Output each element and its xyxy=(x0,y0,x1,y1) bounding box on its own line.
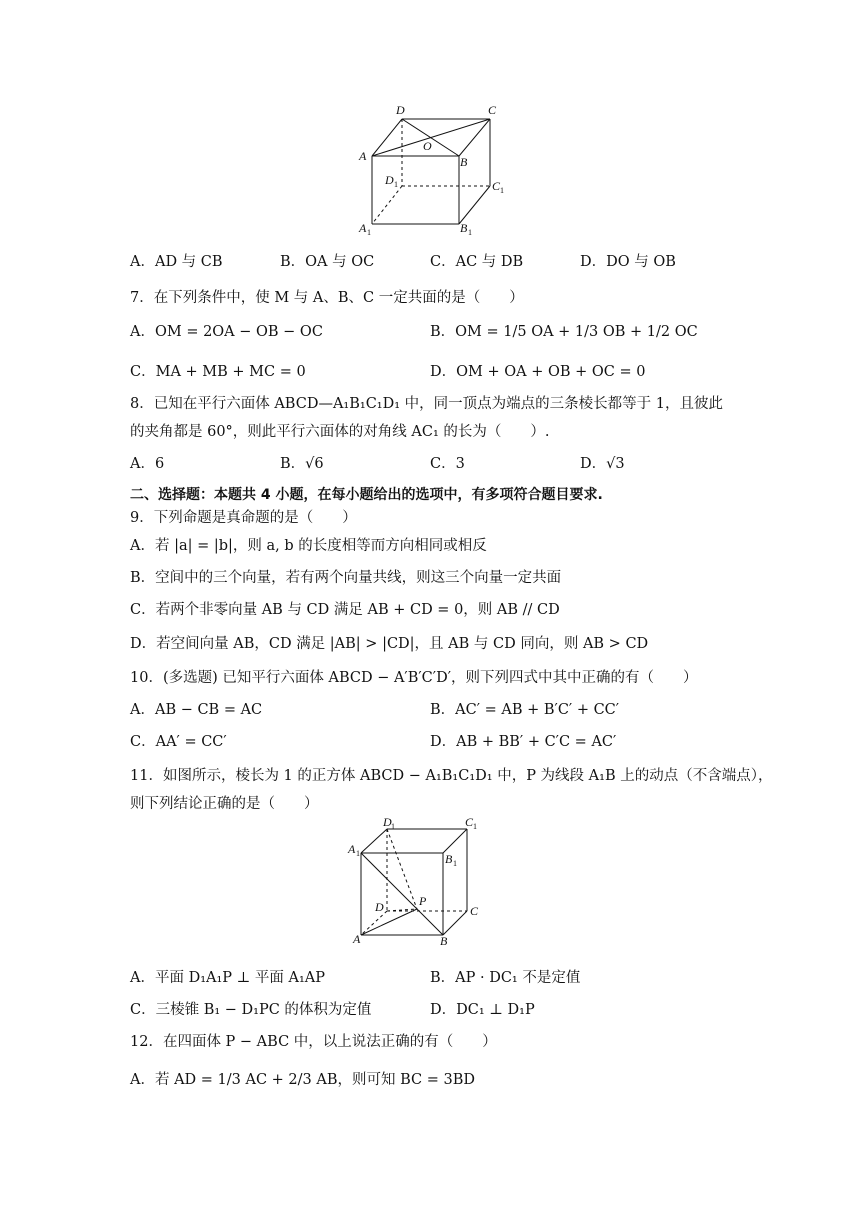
q7-option-c: C．MA + MB + MC = 0 xyxy=(130,364,306,380)
q8-option-d: D．√3 xyxy=(580,456,625,472)
q11-option-a: A．平面 D₁A₁P ⊥ 平面 A₁AP xyxy=(130,970,326,986)
label-B: B xyxy=(440,934,448,948)
label-D: D xyxy=(396,103,405,117)
q11-option-b: B．AP · DC₁ 不是定值 xyxy=(430,970,581,986)
cube-figure-1 xyxy=(355,100,515,238)
q10-stem: 10．(多选题) 已知平行六面体 ABCD − A′B′C′D′，则下列四式中其中正确的有（ ） xyxy=(130,670,698,686)
q10-option-c: C．AA′ = CC′ xyxy=(130,734,227,750)
q12-option-a: A．若 AD = 1/3 AC + 2/3 AB，则可知 BC = 3BD xyxy=(130,1072,475,1088)
label-D1: D xyxy=(385,173,394,187)
q7-option-d: D．OM + OA + OB + OC = 0 xyxy=(430,364,646,380)
q6-option-b: B．OA 与 OC xyxy=(280,254,375,270)
q11-option-d: D．DC₁ ⊥ D₁P xyxy=(430,1002,535,1018)
q8-option-c: C．3 xyxy=(430,456,465,472)
label-A: A xyxy=(353,932,361,946)
q7-option-a: A．OM = 2OA − OB − OC xyxy=(130,324,323,340)
label-D1-sub: 1 xyxy=(394,180,398,189)
q10-option-b: B．AC′ = AB + B′C′ + CC′ xyxy=(430,702,620,718)
q8-option-a: A．6 xyxy=(130,456,165,472)
q9-option-b: B．空间中的三个向量，若有两个向量共线，则这三个向量一定共面 xyxy=(130,570,562,586)
label-A1-sub: 1 xyxy=(356,849,360,858)
label-D: D xyxy=(375,900,384,914)
q6-option-a: A．AD 与 CB xyxy=(130,254,223,270)
label-C: C xyxy=(488,103,497,117)
label-C1: C xyxy=(465,815,474,829)
label-A1: A xyxy=(359,221,367,235)
q11-option-c: C．三棱锥 B₁ − D₁PC 的体积为定值 xyxy=(130,1002,372,1018)
q9-option-c: C．若两个非零向量 AB 与 CD 满足 AB + CD = 0，则 AB // CD xyxy=(130,602,560,618)
q8-stem-line2: 的夹角都是 60°，则此平行六面体的对角线 AC₁ 的长为（ ）. xyxy=(130,424,550,440)
q9-stem: 9．下列命题是真命题的是（ ） xyxy=(130,510,357,526)
q7-option-b: B．OM = 1/5 OA + 1/3 OB + 1/2 OC xyxy=(430,324,698,340)
q10-option-d: D．AB + BB′ + C′C = AC′ xyxy=(430,734,617,750)
q9-option-d: D．若空间向量 AB，CD 满足 |AB| > |CD|，且 AB 与 CD 同向，则 AB > CD xyxy=(130,636,649,652)
q9-option-a: A．若 |a| = |b|，则 a, b 的长度相等而方向相同或相反 xyxy=(130,538,487,554)
label-B1: B xyxy=(460,221,468,235)
q11-stem-line1: 11．如图所示，棱长为 1 的正方体 ABCD − A₁B₁C₁D₁ 中，P 为线段 A₁B 上的动点（不含端点）， xyxy=(130,768,773,784)
cube-figure-2 xyxy=(345,815,495,950)
label-A: A xyxy=(359,149,367,163)
label-A1-sub: 1 xyxy=(367,228,371,237)
label-P: P xyxy=(419,894,427,908)
label-B1-sub: 1 xyxy=(453,859,457,868)
q7-stem: 7．在下列条件中，使 M 与 A、B、C 一定共面的是（ ） xyxy=(130,290,524,306)
label-O: O xyxy=(423,139,432,153)
label-B: B xyxy=(460,155,468,169)
q11-stem-line2: 则下列结论正确的是（ ） xyxy=(130,796,319,812)
label-D1-sub: 1 xyxy=(391,822,395,831)
label-C: C xyxy=(470,904,479,918)
q8-option-b: B．√6 xyxy=(280,456,324,472)
label-D1: D xyxy=(383,815,392,829)
q8-stem-line1: 8．已知在平行六面体 ABCD—A₁B₁C₁D₁ 中，同一顶点为端点的三条棱长都等于 1，且彼此 xyxy=(130,396,723,412)
q6-option-d: D．DO 与 OB xyxy=(580,254,676,270)
label-A1: A xyxy=(348,842,356,856)
label-B1-sub: 1 xyxy=(468,228,472,237)
label-C1-sub: 1 xyxy=(500,186,504,195)
label-B1: B xyxy=(445,852,453,866)
q12-stem: 12．在四面体 P − ABC 中，以上说法正确的有（ ） xyxy=(130,1034,497,1050)
section-2-heading: 二、选择题：本题共 4 小题，在每小题给出的选项中，有多项符合题目要求. xyxy=(130,487,603,503)
label-C1: C xyxy=(492,179,501,193)
label-C1-sub: 1 xyxy=(473,822,477,831)
q6-option-c: C．AC 与 DB xyxy=(430,254,524,270)
q10-option-a: A．AB − CB = AC xyxy=(130,702,263,718)
